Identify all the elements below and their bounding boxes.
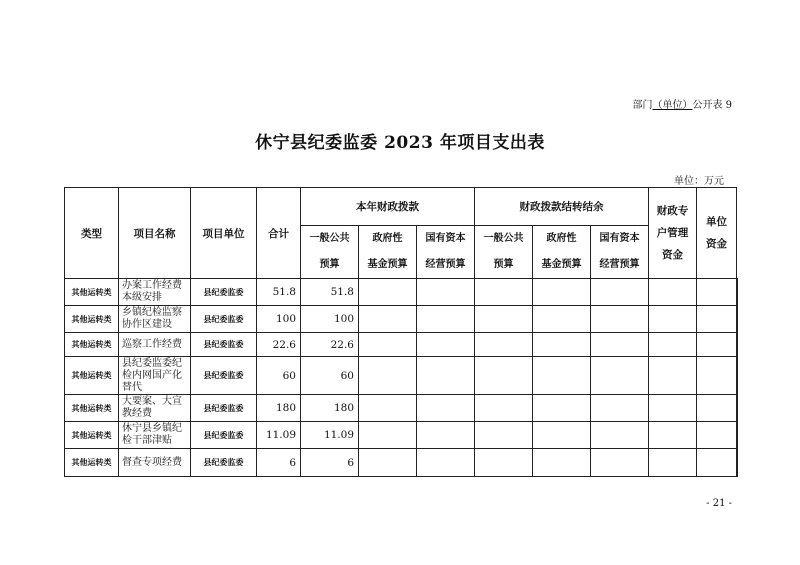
table-row <box>65 422 738 449</box>
row-total: 51.8 <box>257 279 301 306</box>
row-empty-cell <box>359 357 417 395</box>
row-empty-cell <box>737 449 738 477</box>
row-empty-cell <box>737 306 738 333</box>
row-project-name: 办案工作经费本级安排 <box>119 279 191 306</box>
row-empty-cell <box>591 306 649 333</box>
row-empty-cell <box>475 449 533 477</box>
row-empty-cell <box>417 395 475 422</box>
header-total: 合计 <box>257 188 301 279</box>
row-empty-cell <box>649 279 697 306</box>
general-budget-line-1: 一般公共 <box>309 233 350 244</box>
row-general-budget: 100 <box>301 306 359 333</box>
row-empty-cell <box>359 333 417 357</box>
row-general-budget: 60 <box>301 357 359 395</box>
row-type: 其他运转类 <box>65 395 119 422</box>
row-project-name: 乡镇纪检监察协作区建设 <box>119 306 191 333</box>
row-type: 其他运转类 <box>65 306 119 333</box>
header-carryover-group: 财政拨款结转结余 <box>475 188 649 226</box>
header-unit-fund <box>697 188 737 279</box>
row-empty-cell <box>475 357 533 395</box>
row-total: 100 <box>257 306 301 333</box>
row-total: 6 <box>257 449 301 477</box>
row-empty-cell <box>649 395 697 422</box>
row-total: 60 <box>257 357 301 395</box>
carry-gov-fund-line-2: 基金预算 <box>541 259 582 270</box>
carry-general-line-1: 一般公共 <box>483 233 524 244</box>
row-empty-cell <box>475 395 533 422</box>
row-total: 11.09 <box>257 422 301 449</box>
form-number <box>632 96 732 111</box>
gov-fund-line-2: 基金预算 <box>367 259 408 270</box>
page-title: 休宁县纪委监委 2023 年项目支出表 <box>255 133 545 153</box>
row-empty-cell <box>737 357 738 395</box>
row-project-name: 县纪委监委纪检内网国产化替代 <box>119 357 191 395</box>
row-empty-cell <box>359 395 417 422</box>
row-empty-cell <box>737 422 738 449</box>
row-empty-cell <box>533 395 591 422</box>
row-type: 其他运转类 <box>65 333 119 357</box>
row-empty-cell <box>533 279 591 306</box>
row-project-unit: 县纪委监委 <box>191 449 257 477</box>
row-general-budget: 11.09 <box>301 422 359 449</box>
row-type: 其他运转类 <box>65 357 119 395</box>
header-carry-state-capital-budget <box>591 226 649 279</box>
row-project-unit: 县纪委监委 <box>191 306 257 333</box>
header-type: 类型 <box>65 188 119 279</box>
row-empty-cell <box>417 333 475 357</box>
row-project-unit: 县纪委监委 <box>191 422 257 449</box>
form-number-unit: （单位） <box>652 100 693 111</box>
row-empty-cell <box>533 306 591 333</box>
header-general-budget <box>301 226 359 279</box>
row-empty-cell <box>697 279 737 306</box>
row-empty-cell <box>697 357 737 395</box>
unit-label: 单位：万元 <box>674 176 724 187</box>
row-empty-cell <box>737 395 738 422</box>
row-empty-cell <box>591 395 649 422</box>
row-empty-cell <box>475 279 533 306</box>
special-fund-line-1: 财政专 <box>656 205 689 217</box>
row-empty-cell <box>591 279 649 306</box>
row-project-name: 大要案、大宣教经费 <box>119 395 191 422</box>
row-empty-cell <box>649 357 697 395</box>
table-row <box>65 449 738 477</box>
table-row <box>65 279 738 306</box>
row-empty-cell <box>475 306 533 333</box>
gov-fund-line-1: 政府性 <box>372 233 403 244</box>
row-general-budget: 22.6 <box>301 333 359 357</box>
row-total: 22.6 <box>257 333 301 357</box>
row-type: 其他运转类 <box>65 422 119 449</box>
header-project-unit: 项目单位 <box>191 188 257 279</box>
row-empty-cell <box>697 306 737 333</box>
row-empty-cell <box>417 449 475 477</box>
row-empty-cell <box>697 333 737 357</box>
header-state-capital-budget <box>417 226 475 279</box>
row-total: 180 <box>257 395 301 422</box>
row-general-budget: 180 <box>301 395 359 422</box>
row-type: 其他运转类 <box>65 449 119 477</box>
row-project-name: 巡察工作经费 <box>119 333 191 357</box>
row-empty-cell <box>417 422 475 449</box>
general-budget-line-2: 预算 <box>319 259 340 270</box>
row-empty-cell <box>737 279 738 306</box>
unit-fund-line-2: 资金 <box>706 238 727 250</box>
header-current-year-group: 本年财政拨款 <box>301 188 475 226</box>
row-empty-cell <box>359 449 417 477</box>
row-general-budget: 6 <box>301 449 359 477</box>
carry-state-capital-line-2: 经营预算 <box>599 259 640 270</box>
row-empty-cell <box>417 357 475 395</box>
table-row <box>65 333 738 357</box>
row-empty-cell <box>591 449 649 477</box>
row-project-unit: 县纪委监委 <box>191 333 257 357</box>
row-empty-cell <box>649 422 697 449</box>
row-empty-cell <box>649 333 697 357</box>
expenditure-table <box>64 187 738 477</box>
row-empty-cell <box>697 449 737 477</box>
row-project-name: 督查专项经费 <box>119 449 191 477</box>
row-empty-cell <box>359 306 417 333</box>
row-empty-cell <box>359 279 417 306</box>
page-number: - 21 - <box>706 498 732 509</box>
state-capital-line-1: 国有资本 <box>425 233 466 244</box>
unit-fund-line-1: 单位 <box>706 216 727 228</box>
row-empty-cell <box>359 422 417 449</box>
row-project-unit: 县纪委监委 <box>191 357 257 395</box>
row-empty-cell <box>417 306 475 333</box>
row-empty-cell <box>475 422 533 449</box>
row-empty-cell <box>697 422 737 449</box>
carry-general-line-2: 预算 <box>493 259 514 270</box>
state-capital-line-2: 经营预算 <box>425 259 466 270</box>
row-empty-cell <box>649 449 697 477</box>
special-fund-line-2: 户管理 <box>656 227 689 239</box>
row-general-budget: 51.8 <box>301 279 359 306</box>
row-empty-cell <box>649 306 697 333</box>
row-empty-cell <box>591 357 649 395</box>
carry-state-capital-line-1: 国有资本 <box>599 233 640 244</box>
row-empty-cell <box>737 333 738 357</box>
special-fund-line-3: 资金 <box>662 249 683 261</box>
header-gov-fund-budget <box>359 226 417 279</box>
row-empty-cell <box>591 333 649 357</box>
header-project-name: 项目名称 <box>119 188 191 279</box>
header-carry-general-budget <box>475 226 533 279</box>
header-special-fund <box>649 188 697 279</box>
row-empty-cell <box>533 357 591 395</box>
carry-gov-fund-line-1: 政府性 <box>546 233 577 244</box>
row-empty-cell <box>533 422 591 449</box>
row-empty-cell <box>417 279 475 306</box>
row-project-unit: 县纪委监委 <box>191 395 257 422</box>
row-empty-cell <box>475 333 533 357</box>
table-row <box>65 395 738 422</box>
row-empty-cell <box>533 333 591 357</box>
row-empty-cell <box>591 422 649 449</box>
row-empty-cell <box>697 395 737 422</box>
form-number-suffix: 公开表 9 <box>692 100 732 111</box>
form-number-prefix: 部门 <box>632 100 653 111</box>
row-project-unit: 县纪委监委 <box>191 279 257 306</box>
row-project-name: 休宁县乡镇纪检干部津贴 <box>119 422 191 449</box>
row-type: 其他运转类 <box>65 279 119 306</box>
table-row <box>65 357 738 395</box>
table-row <box>65 306 738 333</box>
header-carry-gov-fund-budget <box>533 226 591 279</box>
row-empty-cell <box>533 449 591 477</box>
